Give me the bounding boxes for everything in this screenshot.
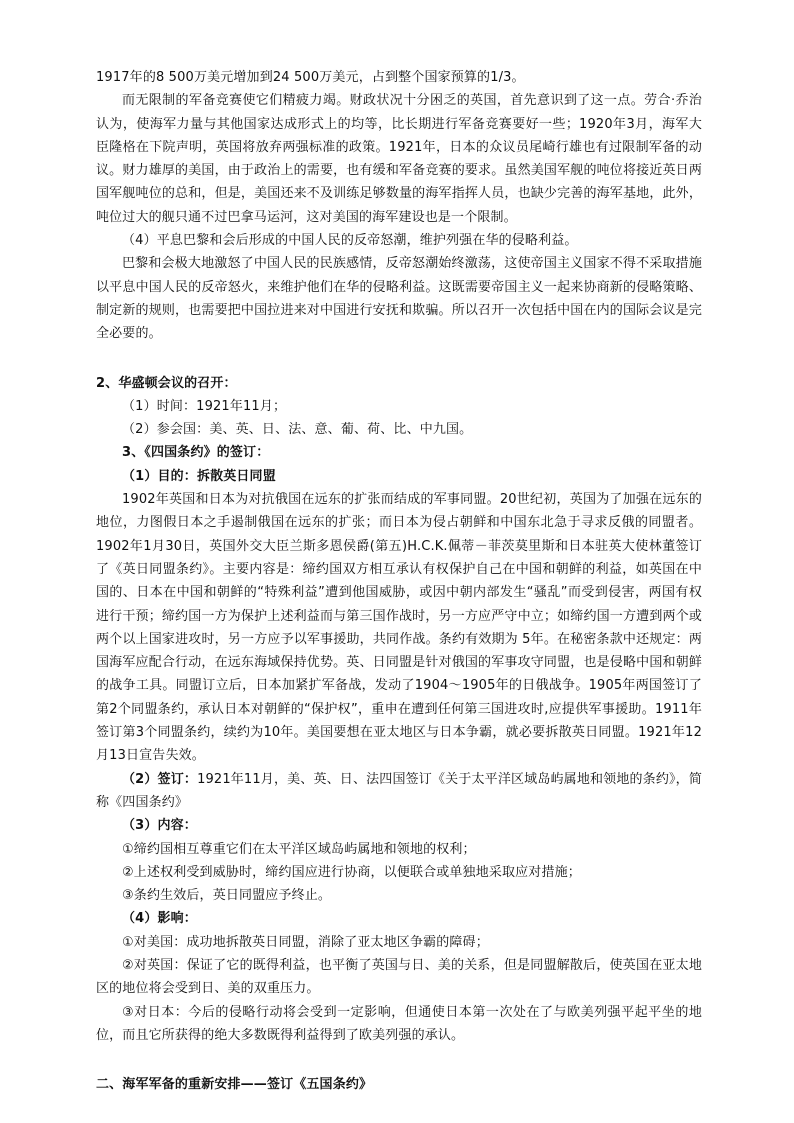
signing-paragraph [96, 768, 702, 815]
content-title: （3）内容： [122, 818, 197, 834]
signing-text: 1921年11月，美、英、日、法四国签订《关于太平洋区域岛屿属地和领地的条约》，简称《四国条约》 [96, 771, 702, 810]
heading-five-power-treaty: 二、海军军备的重新安排——签订《五国条约》 [96, 1077, 373, 1093]
content-item-1: ①缔约国相互尊重它们在太平洋区域岛屿属地和领地的权利； [122, 841, 476, 857]
impact-item-usa: ①对美国：成功地拆散英日同盟，消除了亚太地区争霸的障碍； [122, 934, 489, 950]
paragraph-budget: 1917年的8 500万美元增加到24 500万美元，占到整个国家预算的1/3。 [96, 70, 525, 85]
spacer [96, 346, 702, 372]
spacer [96, 1047, 702, 1073]
impact-item-uk: ②对英国：保证了它的既得利益，也平衡了英国与日、美的关系，但是同盟解散后，使英国在亚太地区的地位将会受到日、美的双重压力。 [96, 957, 702, 997]
purpose-title: （1）目的：拆散英日同盟 [122, 468, 276, 484]
paragraph-arms-race: 而无限制的军备竞赛使它们精疲力竭。财政状况十分困乏的英国，首先意识到了这一点。劳合·乔治认为，使海军力量与其他国家达成形式上的均等，比长期进行军备竞赛要好一些；1920年3月，海军大臣隆格在下院声明，英国将放弃两强标准的政策。1921年，日本的众议员尾崎行雄也有过限制军备的动议。财力雄厚的美国，由于政治上的需要，也有缓和军备竞赛的要求。虽然美国军舰的吨位将接近英日两国军舰吨位的总和，但是，美国还来不及训练足够数量的海军指挥人员，也缺少完善的海军基地，此外，吨位过大的舰只通不过巴拿马运河，这对美国的海军建设也是一个限制。 [96, 93, 702, 225]
signing-label: （2）签订： [122, 771, 198, 787]
purpose-text: 1902年英国和日本为对抗俄国在远东的扩张而结成的军事同盟。20世纪初，英国为了加强在远东的地位，力图假日本之手遏制俄国在远东的扩张；而日本为侵占朝鲜和中国东北急于寻求反俄的同盟者。1902年1月30日，英国外交大臣兰斯多恩侯爵(第五)H.C.K.佩蒂－菲茨莫里斯和日本驻英大使林董签订了《英日同盟条约》。主要内容是：缔约国双方相互承认有权保护自己在中国和朝鲜的利益，如英国在中国的、日本在中国和朝鲜的“特殊利益”遭到他国威胁，或因中朝内部发生“骚乱”而受到侵害，两国有权进行干预；缔约国一方为保护上述利益而与第三国作战时，另一方应严守中立；如缔约国一方遭到两个或两个以上国家进攻时，另一方应予以军事援助，共同作战。条约有效期为 5年。在秘密条款中还规定：两国海军应配合行动，在远东海域保持优势。英、日同盟是针对俄国的军事攻守同盟，也是侵略中国和朝鲜的战争工具。同盟订立后，日本加紧扩军备战，发动了1904～1905年的日俄战争。1905年两国签订了第2个同盟条约，承认日本对朝鲜的“保护权”，重申在遭到任何第三国进攻时,应提供军事援助。1911年签订第3个同盟条约，续约为10年。美国要想在亚太地区与日本争霸，就必要拆散英日同盟。1921年12月13日宣告失效。 [96, 492, 702, 764]
paragraph-point-4: （4）平息巴黎和会后形成的中国人民的反帝怒潮，维护列强在华的侵略利益。 [122, 233, 578, 249]
heading-four-power-treaty: 3、《四国条约》的签订： [122, 445, 270, 461]
document-body [96, 66, 702, 1096]
impact-item-japan: ③对日本：今后的侵略行动将会受到一定影响，但通使日本第一次处在了与欧美列强平起平坐的地位，而且它所获得的绝大多数既得利益得到了欧美列强的承认。 [96, 1004, 702, 1043]
paragraph-paris-conference: 巴黎和会极大地激怒了中国人民的民族感情，反帝怒潮始终激荡，这使帝国主义国家不得不采取措施以平息中国人民的反帝怒火，来维护他们在华的侵略利益。这既需要帝国主义一起来协商新的侵略策略、制定新的规则，也需要把中国拉进来对中国进行安抚和欺骗。所以召开一次包括中国在内的国际会议是完全必要的。 [96, 256, 702, 342]
content-item-2: ②上述权利受到威胁时，缔约国应进行协商，以便联合或单独地采取应对措施； [122, 864, 581, 880]
conference-time: （1）时间：1921年11月； [122, 398, 287, 414]
heading-washington-conference: 2、华盛顿会议的召开： [96, 375, 237, 391]
impact-title: （4）影响： [122, 911, 197, 927]
conference-countries: （2）参会国：美、英、日、法、意、葡、荷、比、中九国。 [122, 422, 473, 438]
content-item-3: ③条约生效后，英日同盟应予终止。 [122, 888, 332, 904]
